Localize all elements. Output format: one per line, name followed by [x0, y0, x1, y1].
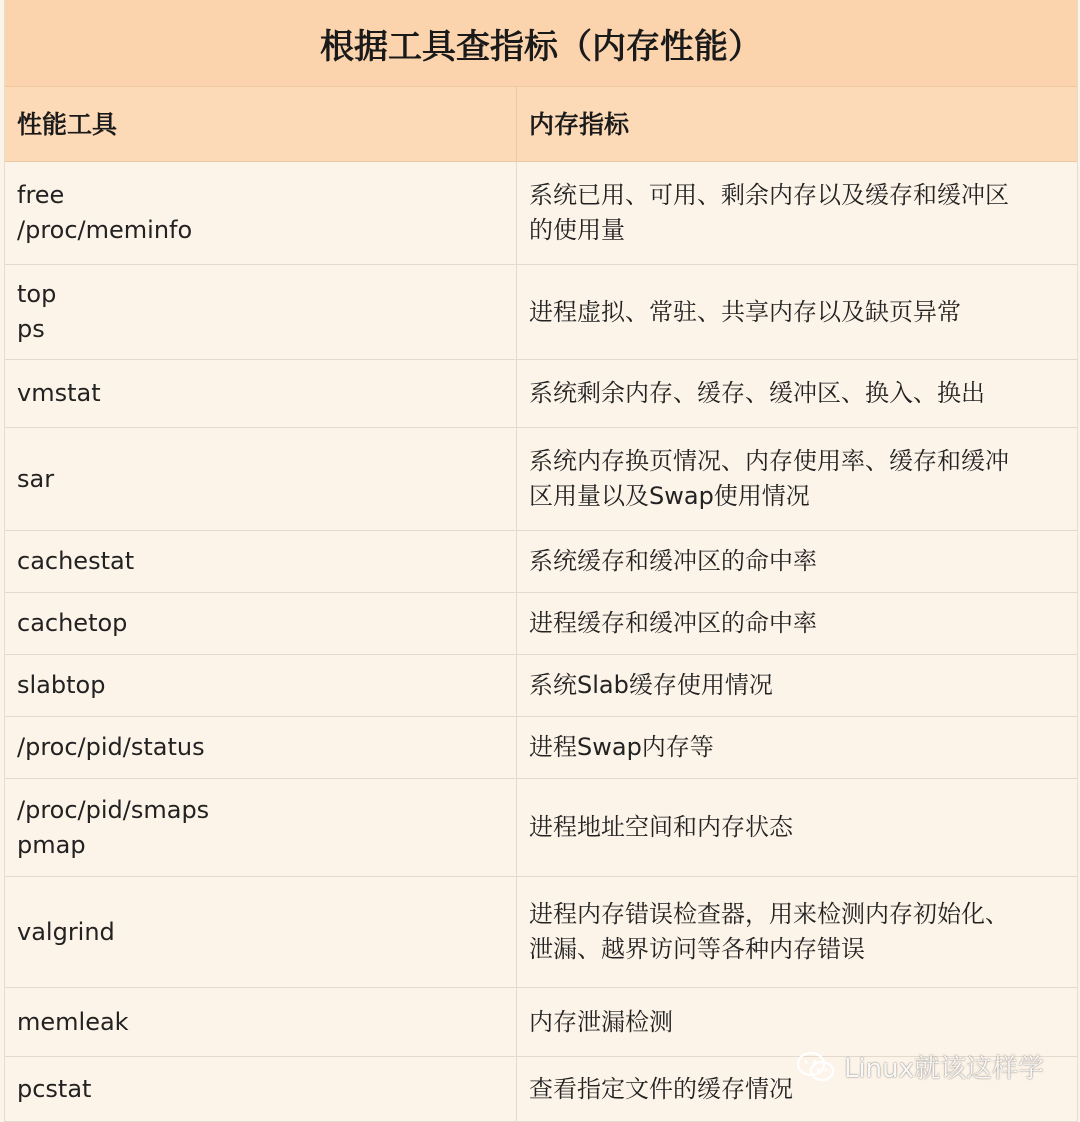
metric-cell [517, 162, 1077, 264]
tool-name: cachestat [17, 547, 135, 575]
tool-name: memleak [17, 1007, 129, 1036]
table-row [5, 360, 1077, 428]
metric-cell [517, 265, 1077, 359]
table-row [5, 655, 1077, 717]
metric-text: 进程地址空间和内存状态 [529, 813, 793, 841]
table-row [5, 162, 1077, 265]
tool-cell [5, 428, 517, 530]
table-row [5, 531, 1077, 593]
tool-cell [5, 655, 517, 716]
metric-cell [517, 360, 1077, 427]
watermark [796, 1048, 1044, 1085]
metric-text: 进程Swap内存等 [529, 733, 714, 761]
tool-cell [5, 265, 517, 359]
header-tool: 性能工具 [5, 87, 517, 161]
metric-cell [517, 717, 1077, 778]
tool-cell [5, 360, 517, 427]
metric-cell [517, 531, 1077, 592]
tool-name: sar [17, 464, 55, 493]
metric-text: 区用量以及Swap使用情况 [529, 482, 810, 510]
tool-name: valgrind [17, 917, 115, 946]
metric-text: 系统内存换页情况、内存使用率、缓存和缓冲 [529, 447, 1009, 475]
metric-cell [517, 877, 1077, 987]
tool-cell [5, 162, 517, 264]
table-row [5, 779, 1077, 877]
metric-cell [517, 593, 1077, 654]
tool-cell [5, 988, 517, 1056]
table-row [5, 717, 1077, 779]
tool-name: /proc/pid/smaps [17, 795, 210, 824]
tool-cell [5, 779, 517, 876]
metric-text: 系统缓存和缓冲区的命中率 [529, 547, 817, 575]
table-title: 根据工具查指标（内存性能） [5, 0, 1077, 87]
table-row [5, 265, 1077, 360]
metric-cell [517, 779, 1077, 876]
table-row [5, 428, 1077, 531]
tool-name: vmstat [17, 379, 101, 407]
memory-tools-table [4, 0, 1078, 1122]
metric-text: 的使用量 [529, 216, 625, 244]
tool-cell [5, 717, 517, 778]
tool-name: top [17, 280, 57, 308]
metric-text: 系统剩余内存、缓存、缓冲区、换入、换出 [529, 379, 985, 407]
metric-text: 进程缓存和缓冲区的命中率 [529, 609, 817, 637]
table-header-row [5, 87, 1077, 162]
header-metric: 内存指标 [529, 109, 630, 139]
table-row [5, 593, 1077, 655]
tool-name: free [17, 181, 65, 209]
tool-cell [5, 877, 517, 987]
table-row [5, 877, 1077, 988]
metric-text: 进程虚拟、常驻、共享内存以及缺页异常 [529, 297, 961, 326]
table-row [5, 988, 1077, 1057]
watermark-text: Linux就该这样学 [843, 1054, 1044, 1084]
tool-name: ps [17, 315, 45, 343]
metric-text: 进程内存错误检查器，用来检测内存初始化、 [529, 900, 1009, 928]
metric-cell [517, 655, 1077, 716]
metric-cell [517, 988, 1077, 1056]
tool-name: pcstat [17, 1074, 92, 1103]
tool-name: slabtop [17, 671, 106, 699]
metric-text: 泄漏、越界访问等各种内存错误 [529, 935, 865, 963]
table-body [5, 162, 1077, 1122]
tool-name: cachetop [17, 609, 128, 637]
metric-cell [517, 428, 1077, 530]
tool-cell [5, 531, 517, 592]
tool-cell [5, 1057, 517, 1121]
tool-name: /proc/pid/status [17, 733, 205, 761]
metric-text: 系统已用、可用、剩余内存以及缓存和缓冲区 [529, 181, 1009, 209]
wechat-icon [796, 1050, 836, 1084]
tool-name: /proc/meminfo [17, 216, 193, 244]
metric-text: 内存泄漏检测 [529, 1007, 673, 1036]
metric-text: 查看指定文件的缓存情况 [529, 1074, 793, 1103]
tool-cell [5, 593, 517, 654]
tool-name: pmap [17, 830, 86, 859]
metric-text: 系统Slab缓存使用情况 [529, 671, 773, 699]
